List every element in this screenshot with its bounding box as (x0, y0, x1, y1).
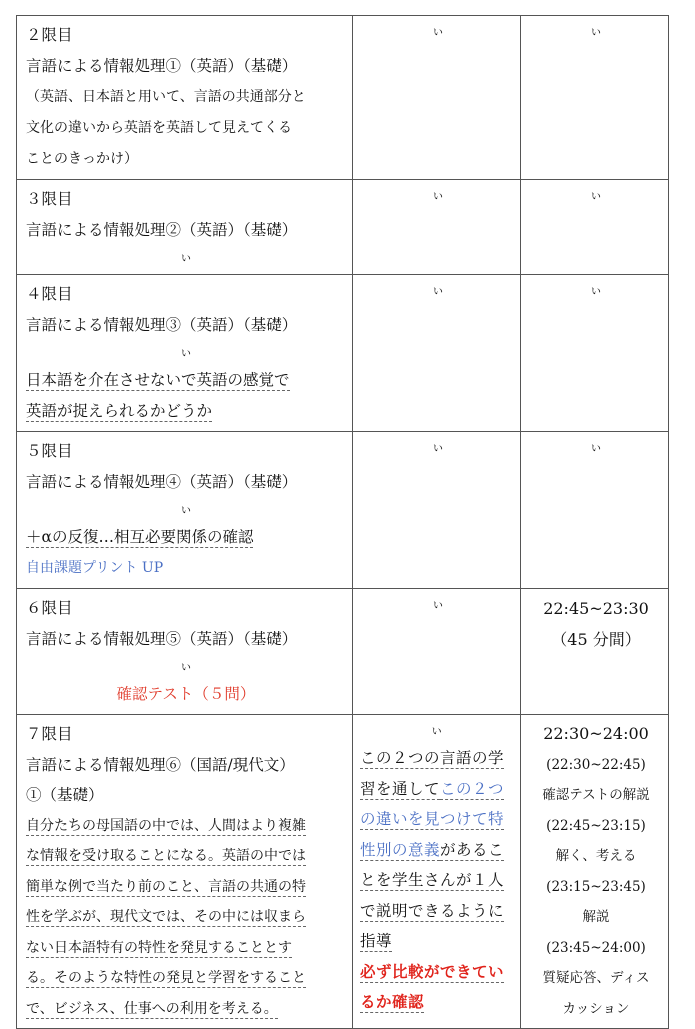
goal-text: があるこ (440, 840, 505, 859)
lesson-desc: な情報を受け取ることになる。英語の中では (26, 848, 306, 864)
lesson-title: 言語による情報処理②（英語）（基礎） (26, 221, 298, 239)
schedule-item: カッション (562, 1000, 630, 1017)
mark: ぃ (589, 283, 603, 298)
mark: ぃ (589, 440, 603, 455)
goal-cell (353, 432, 521, 589)
goal-text: 習を通して (360, 779, 441, 798)
mark: ぃ (589, 24, 603, 39)
lesson-note: 日本語を介在させないで英語の感覚で (26, 371, 290, 389)
table-row (17, 715, 669, 1029)
content-cell (17, 16, 353, 180)
goal-text: で説明できるように (360, 901, 505, 920)
goal-highlight: この２つ (440, 779, 505, 798)
duration: （45 分間） (551, 630, 641, 649)
lesson-title: 言語による情報処理③（英語）（基礎） (26, 316, 298, 334)
schedule-item: 解く、考える (555, 848, 637, 864)
content-cell (17, 180, 353, 275)
assignment-note: 自由課題プリント UP (26, 560, 164, 576)
time-cell (521, 715, 669, 1029)
goal-highlight: の違いを見つけて特 (360, 810, 505, 828)
content-cell (17, 432, 353, 589)
table-row (17, 432, 669, 589)
mark: ぃ (179, 659, 193, 674)
test-note: 確認テスト（５問） (116, 685, 256, 703)
period-label: ６限目 (26, 599, 73, 617)
time-cell (521, 275, 669, 432)
goal-cell (353, 275, 521, 432)
mark: ぃ (431, 440, 445, 455)
table-row (17, 16, 669, 180)
lesson-desc: （英語、日本語と用いて、言語の共通部分と (26, 89, 306, 105)
time-cell (521, 180, 669, 275)
lesson-title: 言語による情報処理①（英語）（基礎） (26, 57, 298, 75)
goal-emphasis: るか確認 (360, 992, 425, 1011)
goal-emphasis: 必ず比較ができてい (360, 961, 505, 981)
lesson-desc: る。そのような特性の発見と学習をすること (26, 970, 306, 986)
table-row (17, 275, 669, 432)
period-label: ５限目 (26, 442, 73, 460)
content-cell (17, 715, 353, 1029)
goal-cell (353, 715, 521, 1029)
lesson-title: 言語による情報処理⑥（国語/現代文） (26, 755, 295, 774)
time-range: 22:45~23:30 (543, 599, 649, 618)
lesson-desc: 簡単な例で当たり前のこと、言語の共通の特 (26, 878, 306, 895)
time-cell (521, 16, 669, 180)
period-label: ２限目 (26, 26, 73, 44)
goal-highlight: 性別の意義 (360, 840, 441, 859)
schedule-item: (22:30~22:45) (546, 756, 646, 773)
goal-cell (353, 180, 521, 275)
schedule-item: (23:45~24:00) (546, 939, 646, 956)
period-label: ３限目 (26, 190, 73, 208)
mark: ぃ (589, 188, 603, 203)
schedule-item: (23:15~23:45) (546, 878, 646, 895)
schedule-item: (22:45~23:15) (546, 817, 646, 834)
time-cell (521, 432, 669, 589)
lesson-title: ①（基礎） (26, 786, 104, 804)
mark: ぃ (431, 283, 445, 298)
time-range: 22:30~24:00 (543, 724, 649, 743)
time-cell (521, 589, 669, 715)
schedule-item: 解説 (582, 909, 610, 925)
mark: ぃ (179, 502, 193, 517)
period-label: ７限目 (26, 725, 73, 743)
lesson-desc: ない日本語特有の特性を発見することとす (26, 939, 292, 956)
schedule-table (16, 15, 669, 1029)
table-row (17, 180, 669, 275)
goal-text: 指導 (360, 932, 393, 950)
mark: ぃ (431, 597, 445, 612)
lesson-desc: 文化の違いから英語を英語して見えてくる (26, 120, 292, 136)
content-cell (17, 589, 353, 715)
table-row (17, 589, 669, 715)
mark: ぃ (431, 24, 445, 39)
goal-text: この２つの言語の学 (360, 749, 505, 767)
mark: ぃ (430, 723, 444, 738)
mark: ぃ (431, 188, 445, 203)
mark: ぃ (179, 345, 193, 360)
lesson-title: 言語による情報処理⑤（英語）（基礎） (26, 630, 298, 648)
goal-text: とを学生さんが１人 (360, 871, 505, 889)
goal-cell (353, 589, 521, 715)
lesson-desc: で、ビジネス、仕事への利用を考える。 (26, 1000, 278, 1017)
lesson-title: 言語による情報処理④（英語）（基礎） (26, 473, 298, 491)
lesson-desc: 自分たちの母国語の中では、人間はより複雑 (26, 817, 306, 834)
goal-cell (353, 16, 521, 180)
lesson-desc: ことのきっかけ） (26, 151, 138, 167)
schedule-item: 質疑応答、ディス (542, 970, 650, 986)
mark: ぃ (179, 250, 193, 265)
schedule-item: 確認テストの解説 (542, 787, 650, 803)
content-cell (17, 275, 353, 432)
lesson-note: 英語が捉えられるかどうか (26, 402, 213, 420)
period-label: ４限目 (26, 285, 73, 303)
lesson-desc: 性を学ぶが、現代文では、その中には収まら (26, 909, 306, 925)
lesson-note: ＋αの反復…相互必要関係の確認 (26, 528, 254, 546)
